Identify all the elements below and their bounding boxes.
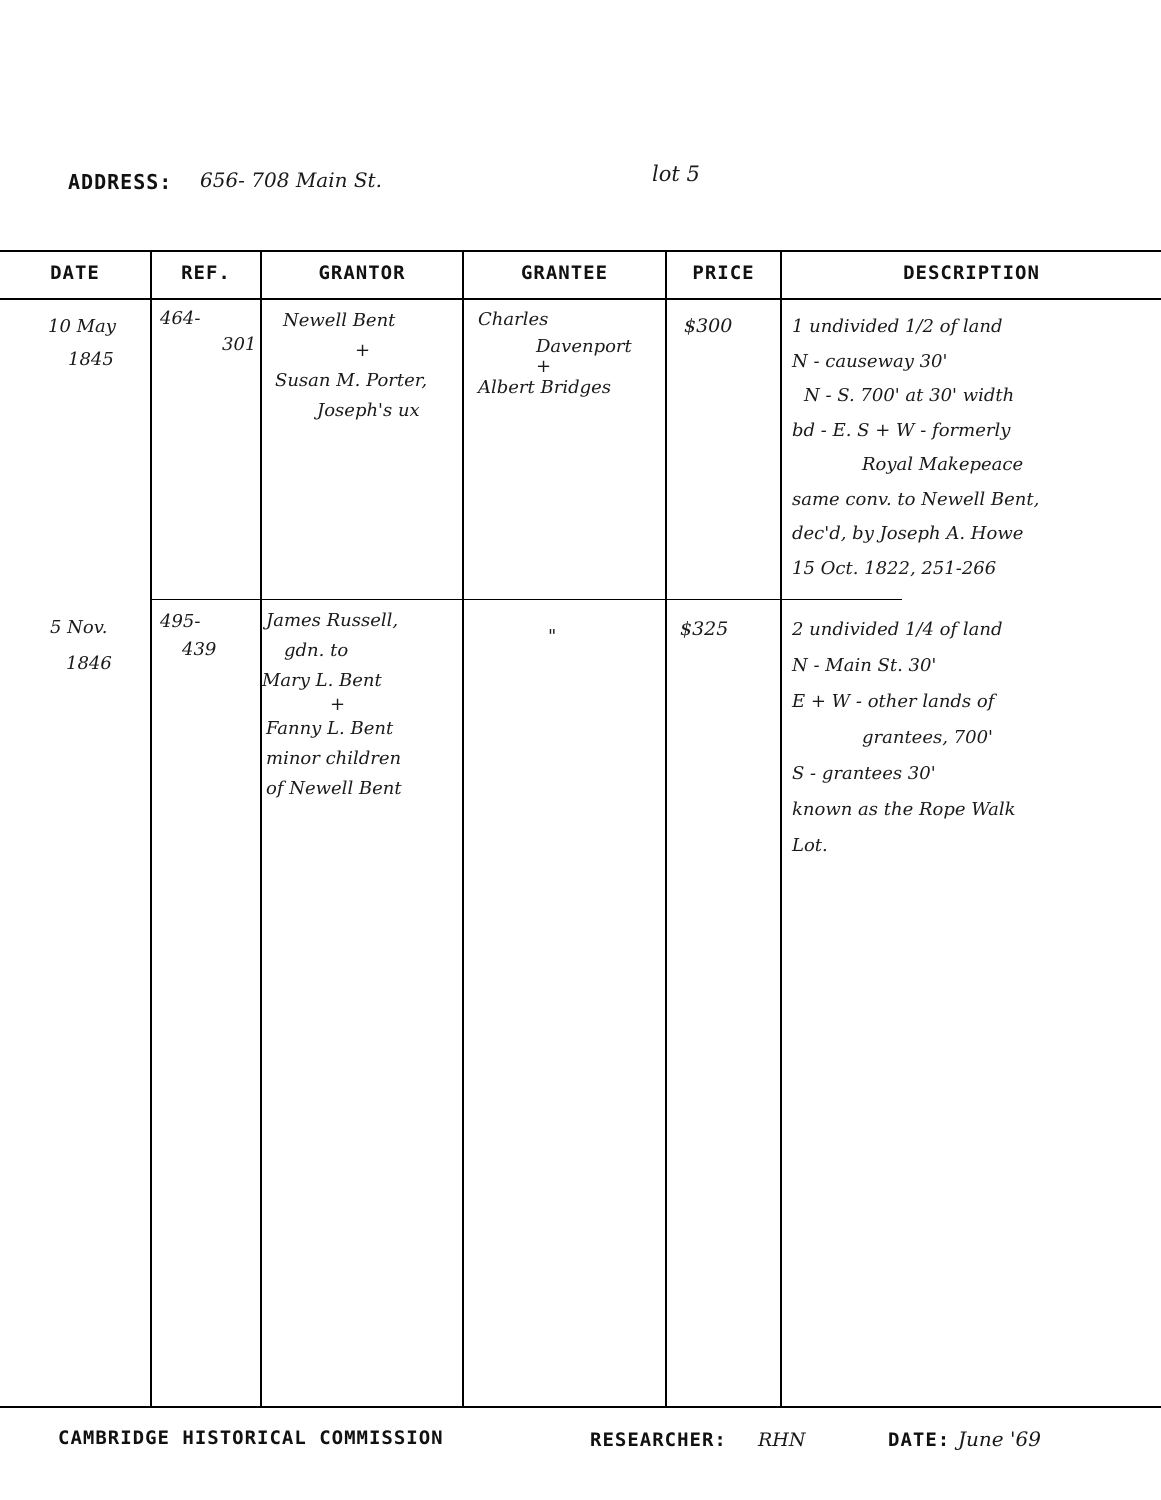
row2-description: 2 undivided 1/4 of land N - Main St. 30' E + W - other lands of grantees, 700' S - grantees 30' known as the Rope Walk Lot. (792, 619, 1016, 856)
header-bottom-rule (0, 298, 1161, 300)
column-header-grantee: GRANTEE (520, 262, 609, 284)
column-header-date: DATE (50, 262, 100, 284)
commission-name: CAMBRIDGE HISTORICAL COMMISSION (58, 1427, 444, 1449)
row2-grantor: James Russell, gdn. to Mary L. Bent + Fanny L. Bent minor children of Newell Bent (262, 610, 402, 799)
deed-ledger-table (0, 248, 1161, 1410)
column-header-description: DESCRIPTION (903, 262, 1040, 284)
row1-grantee: Charles Davenport + Albert Bridges (478, 309, 632, 398)
address-label: ADDRESS: (68, 170, 173, 194)
column-divider (150, 250, 152, 1406)
column-header-ref: REF. (181, 262, 231, 284)
row2-date: 5 Nov. 1846 (50, 617, 112, 674)
row1-ref: 464- 301 (160, 308, 257, 355)
lot-number: lot 5 (652, 162, 700, 186)
table-top-rule (0, 250, 1161, 252)
row1-date: 10 May 1845 (48, 316, 116, 370)
row1-price: $300 (684, 315, 733, 337)
column-divider (665, 250, 667, 1406)
row2-ref: 495- 439 (160, 611, 217, 660)
footer-date-label: DATE: (888, 1429, 951, 1451)
row2-grantee-ditto: " (548, 626, 557, 647)
column-divider (462, 250, 464, 1406)
footer-date-value: June '69 (958, 1427, 1041, 1451)
column-header-price: PRICE (692, 262, 755, 284)
form-footer (0, 1405, 1161, 1500)
row-divider (150, 599, 902, 600)
researcher-initials: RHN (758, 1429, 806, 1451)
row2-price: $325 (680, 618, 729, 640)
researcher-label: RESEARCHER: (590, 1429, 727, 1451)
row1-description: 1 undivided 1/2 of land N - causeway 30' N - S. 700' at 30' width bd - E. S + W - formerly Royal Makepeace same conv. to Newell Bent, dec'd, by Joseph A. Howe 15 Oct. 1822, 251-266 (792, 316, 1040, 579)
column-header-grantor: GRANTOR (318, 262, 406, 284)
address-value: 656- 708 Main St. (200, 168, 382, 192)
column-divider (260, 250, 262, 1406)
column-divider (780, 250, 782, 1406)
row1-grantor: Newell Bent + Susan M. Porter, Joseph's ux (275, 310, 428, 421)
